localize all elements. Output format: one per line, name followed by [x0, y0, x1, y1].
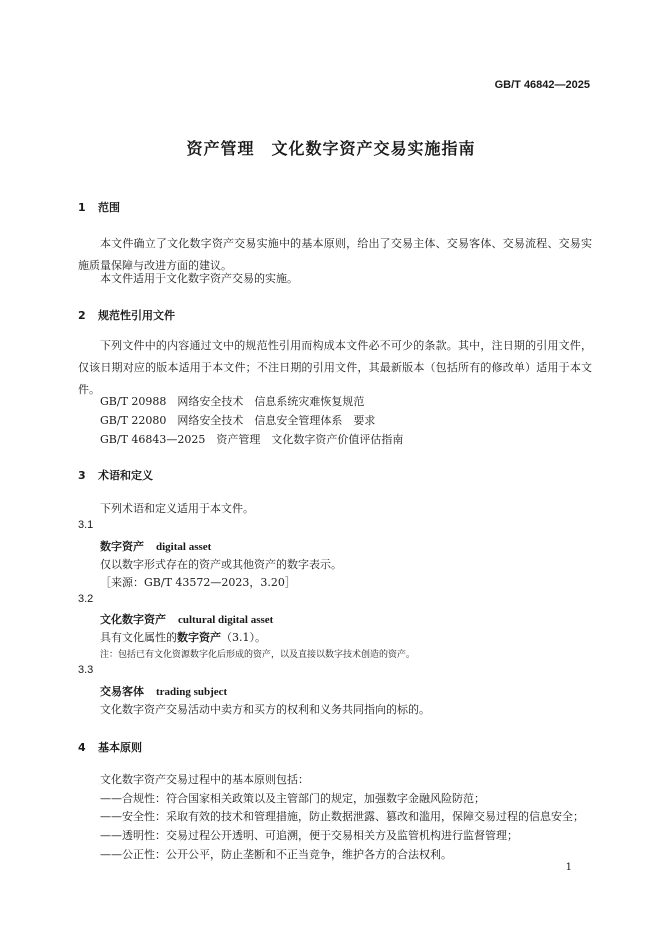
- term-number: 3.2: [78, 593, 94, 605]
- section-heading-scope: [78, 199, 120, 215]
- terms-intro: 下列术语和定义适用于本文件。: [100, 502, 254, 515]
- term-definition: 仅以数字形式存在的资产或其他资产的数字表示。: [100, 558, 342, 571]
- term-source: ［来源：GB/T 43572—2023，3.20］: [100, 576, 296, 589]
- principles-intro: 文化数字资产交易过程中的基本原则包括：: [100, 773, 309, 786]
- principle-item: ——合规性：符合国家相关政策以及主管部门的规定，加强数字金融风险防范；: [100, 792, 485, 805]
- term-chinese: 数字资产: [100, 540, 144, 553]
- section-heading-terms: [78, 467, 153, 483]
- section-number: 2: [78, 309, 86, 322]
- standard-code: GB/T 46842—2025: [494, 79, 590, 91]
- term-definition: 文化数字资产交易活动中卖方和买方的权利和义务共同指向的标的。: [100, 703, 430, 716]
- section-heading-normative-references: [78, 307, 175, 323]
- term-english: cultural digital asset: [178, 614, 274, 626]
- scope-paragraph-1: 本文件确立了文化数字资产交易实施中的基本原则，给出了交易主体、交易客体、交易流程、交易实施质量保障与改进方面的建议。: [78, 237, 592, 272]
- term-number: 3.3: [78, 664, 94, 676]
- term-note: 注：包括已有文化资源数字化后形成的资产，以及直接以数字技术创造的资产。: [100, 650, 416, 660]
- definition-text: 具有文化属性的: [100, 631, 177, 644]
- definition-text: （3.1）。: [221, 631, 266, 644]
- term-reference: 数字资产: [177, 631, 221, 644]
- reference-item: GB/T 20988 网络安全技术 信息系统灾难恢复规范: [100, 395, 365, 408]
- section-title: 规范性引用文件: [98, 309, 175, 322]
- section-number: 1: [78, 201, 86, 214]
- term-chinese: 文化数字资产: [100, 613, 166, 626]
- section-number: 4: [78, 741, 86, 754]
- section-number: 3: [78, 469, 86, 482]
- section-title: 基本原则: [98, 741, 142, 754]
- section-title: 术语和定义: [98, 469, 153, 482]
- reference-item: GB/T 22080 网络安全技术 信息安全管理体系 要求: [100, 414, 376, 427]
- normative-intro: 下列文件中的内容通过文中的规范性引用而构成本文件必不可少的条款。其中，注日期的引用文件，仅该日期对应的版本适用于本文件；不注日期的引用文件，其最新版本（包括所有的修改单）适用于本文件。: [78, 339, 592, 396]
- term-entry: [100, 683, 227, 699]
- scope-paragraph-2: 本文件适用于文化数字资产交易的实施。: [100, 272, 298, 285]
- principle-item: ——安全性：采取有效的技术和管理措施，防止数据泄露、篡改和滥用，保障交易过程的信息安全；: [100, 810, 584, 823]
- section-heading-principles: [78, 739, 142, 755]
- reference-item: GB/T 46843—2025 资产管理 文化数字资产价值评估指南: [100, 433, 404, 446]
- term-english: digital asset: [156, 541, 212, 553]
- term-entry: [100, 538, 211, 554]
- term-definition: [100, 629, 266, 646]
- term-chinese: 交易客体: [100, 685, 144, 698]
- term-english: trading subject: [156, 686, 228, 698]
- section-title: 范围: [98, 201, 120, 214]
- page-number: 1: [565, 862, 572, 873]
- term-entry: [100, 611, 273, 627]
- term-number: 3.1: [78, 519, 94, 531]
- document-title: 资产管理 文化数字资产交易实施指南: [186, 139, 476, 158]
- principle-item: ——公正性：公开公平，防止垄断和不正当竞争，维护各方的合法权利。: [100, 848, 452, 861]
- principle-item: ——透明性：交易过程公开透明、可追溯，便于交易相关方及监管机构进行监督管理；: [100, 829, 518, 842]
